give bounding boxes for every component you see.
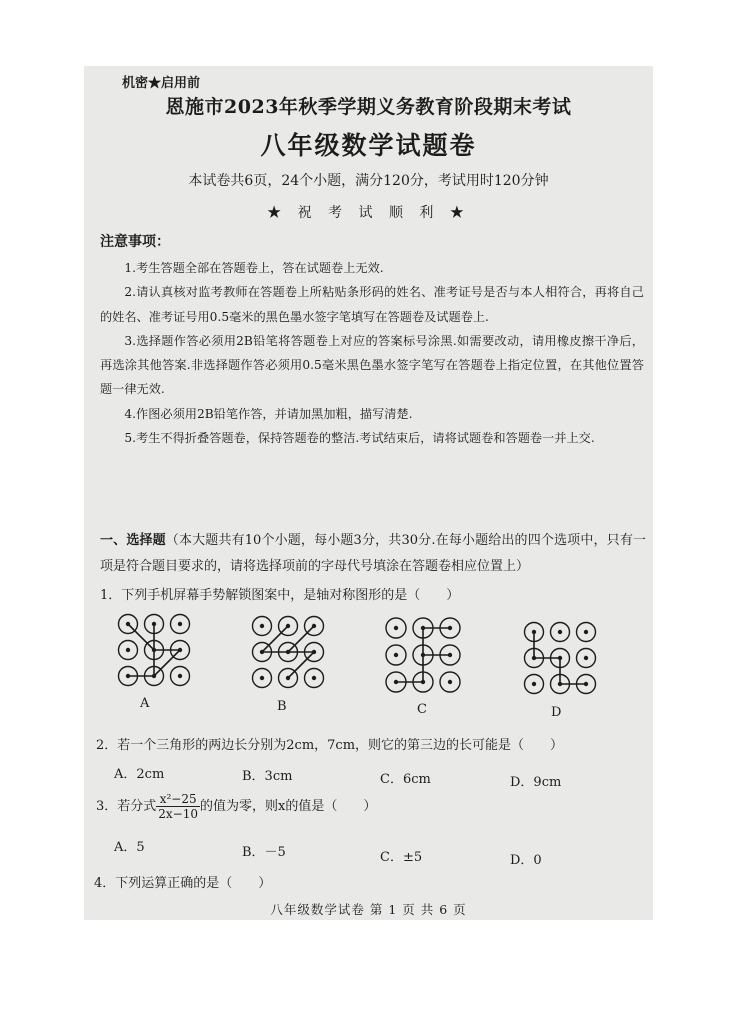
- q2-option-d: D．9cm: [510, 775, 562, 790]
- exam-sheet: [84, 66, 653, 920]
- page-footer: 八年级数学试卷 第 1 页 共 6 页: [270, 902, 467, 917]
- notice-list: [100, 256, 644, 450]
- q3-option-b: B．－5: [242, 845, 286, 860]
- q2-option-a: A．2cm: [114, 767, 165, 782]
- notice-item: 5.考生不得折叠答题卷，保持答题卷的整洁.考试结束后，请将试题卷和答题卷一并上交.: [124, 431, 595, 446]
- q3-fraction: [156, 792, 200, 821]
- section-one-heading: 一、选择题: [100, 533, 166, 548]
- notice-heading: 注意事项：: [100, 234, 170, 250]
- notice-item: 3.选择题作答必须用2B铅笔将答题卷上对应的答案标号涂黑.如需要改动，请用橡皮擦干净后，再选涂其他答案.非选择题作答必须用0.5毫米黑色墨水签字笔写在答题卷上指定位置，在其他位置答题一律无效.: [100, 333, 644, 397]
- confidential-label: 机密★启用前: [122, 76, 201, 91]
- notice-item: 4.作图必须用2B铅笔作答，并请加黑加粗，描写清楚.: [124, 406, 413, 421]
- q3-option-c: C．±5: [380, 850, 423, 865]
- pattern-a: [114, 610, 194, 690]
- section-one-description: （本大题共有10个小题，每小题3分，共30分.在每小题给出的四个选项中，只有一项是符合题目要求的，请将选择项前的字母代号填涂在答题卷相应位置上）: [100, 533, 646, 574]
- pattern-a-label: A: [140, 696, 150, 711]
- section-one-intro: [100, 528, 646, 580]
- notice-item: 2.请认真核对监考教师在答题卷上所粘贴条形码的姓名、准考证号是否与本人相符合，再将自己的姓名、准考证号用0.5毫米的黑色墨水签字笔填写在答题卷及试题卷上.: [100, 285, 644, 324]
- paper-title: 八年级数学试题卷: [260, 131, 477, 160]
- q3-option-d: D．0: [510, 853, 542, 868]
- good-luck-line: ★ 祝 考 试 顺 利 ★: [267, 205, 470, 221]
- question-2: 2．若一个三角形的两边长分别为2cm，7cm，则它的第三边的长可能是（ ）: [96, 738, 564, 753]
- paper-info: 本试卷共6页，24个小题，满分120分，考试用时120分钟: [188, 173, 549, 189]
- pattern-d: [520, 618, 600, 698]
- question-4: 4．下列运算正确的是（ ）: [94, 876, 272, 891]
- q3-numerator: x²−25: [156, 792, 200, 807]
- q3-suffix: 的值为零，则x的值是（ ）: [200, 799, 377, 814]
- question-1: 1．下列手机屏幕手势解锁图案中，是轴对称图形的是（ ）: [100, 588, 460, 603]
- exam-title: 恩施市2023年秋季学期义务教育阶段期末考试: [165, 96, 572, 118]
- question-3: [96, 792, 376, 821]
- pattern-b-label: B: [277, 699, 287, 714]
- q3-denominator: 2x−10: [158, 807, 199, 821]
- notice-item: 1.考生答题全部在答题卷上，答在试题卷上无效.: [124, 261, 384, 275]
- pattern-c: [382, 614, 464, 696]
- pattern-c-label: C: [417, 702, 427, 717]
- q2-option-b: B．3cm: [242, 769, 293, 784]
- q3-prefix: 3．若分式: [96, 799, 157, 814]
- q2-option-c: C．6cm: [380, 772, 431, 787]
- q3-option-a: A．5: [114, 840, 145, 855]
- pattern-b: [248, 612, 328, 692]
- pattern-d-label: D: [551, 705, 562, 720]
